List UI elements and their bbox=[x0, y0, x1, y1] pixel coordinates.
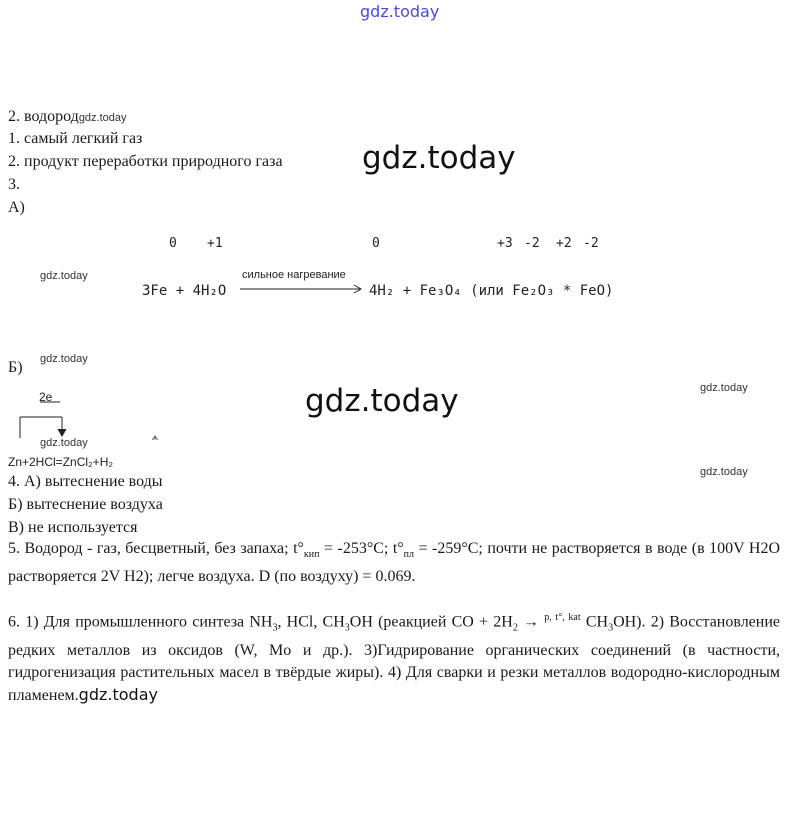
item-5-text: 5. Водород - газ, бесцветный, без запаха; t° bbox=[8, 540, 304, 557]
watermark-top: gdz.today bbox=[360, 2, 440, 21]
oxidation-state: +2 bbox=[556, 236, 572, 251]
line-item-4a: 4. А) вытеснение воды bbox=[8, 473, 163, 490]
line-lightest-gas: 1. самый легкий газ bbox=[8, 130, 143, 147]
item-6-text: OH (реакцией CO + 2H bbox=[349, 613, 513, 631]
reaction-condition: сильное нагревание bbox=[242, 269, 346, 281]
watermark-big: gdz.today bbox=[362, 140, 516, 176]
item-5-text: = -259°С; почти не растворяется в воде (в 100V H2O растворяется 2V H2); легче воздуха. D (по воздуху) = 0.069. bbox=[8, 540, 781, 586]
watermark-big: gdz.today bbox=[305, 383, 459, 419]
paragraph-item-6 bbox=[8, 607, 780, 707]
subscript: 3 bbox=[344, 622, 350, 634]
boiling-subscript: кип bbox=[303, 549, 320, 561]
electron-count: 2e bbox=[39, 390, 53, 404]
item-6-text: 6. 1) Для промышленного синтеза NH bbox=[8, 613, 273, 631]
subscript: 3 bbox=[272, 622, 278, 634]
equation-a-right: 4H₂ + Fe₃O₄ (или Fe₂O₃ * FeO) bbox=[369, 283, 614, 299]
oxidation-state: -2 bbox=[583, 236, 599, 251]
subscript: 2 bbox=[512, 622, 518, 634]
line-item-4b: Б) вытеснение воздуха bbox=[8, 496, 163, 513]
item-6-text: → bbox=[517, 613, 545, 631]
line-item-3: 3. bbox=[8, 176, 20, 193]
watermark-small: gdz.today bbox=[78, 112, 127, 124]
reaction-condition-sup: p, t°, kat bbox=[544, 612, 581, 623]
equation-a-left: 3Fe + 4H₂O bbox=[142, 283, 227, 299]
line-hydrogen bbox=[8, 106, 127, 129]
oxidation-state: +3 bbox=[497, 236, 513, 251]
paragraph-item-5 bbox=[8, 538, 780, 588]
oxidation-state: -2 bbox=[524, 236, 540, 251]
line-item-4c: В) не используется bbox=[8, 519, 138, 536]
item-6-text: , HCl, CH bbox=[277, 613, 345, 631]
item-6-text: OH). 2) Восстановление редких металлов из оксидов (W, Mo и др.). 3)Гидрирование органических соединений (в частности, гидрогенизация растительных масел в твёрдые жиры). 4) Для сварки и резки металлов водородно-кислородным пламенем. bbox=[8, 613, 781, 704]
watermark-small: gdz.today bbox=[700, 466, 748, 478]
watermark-small: gdz.today bbox=[40, 437, 88, 449]
subscript: 3 bbox=[608, 622, 614, 634]
equation-b: Zn+2HCl=ZnCl₂+H₂ bbox=[8, 455, 114, 469]
oxidation-state: +1 bbox=[207, 236, 223, 251]
watermark-small: gdz.today bbox=[40, 270, 88, 282]
oxidation-state: 0 bbox=[169, 236, 177, 251]
line-a-label: А) bbox=[8, 199, 25, 216]
watermark-small: gdz.today bbox=[40, 353, 88, 365]
line-hydrogen-text: 2. водород bbox=[8, 108, 79, 125]
line-natural-gas: 2. продукт переработки природного газа bbox=[8, 153, 283, 170]
watermark-inline: gdz.today bbox=[78, 684, 158, 704]
oxidation-state: 0 bbox=[372, 236, 380, 251]
electron-transfer-arrows bbox=[18, 400, 168, 440]
reaction-arrow bbox=[239, 284, 365, 294]
item-5-text: = -253°С; t° bbox=[319, 540, 404, 557]
item-6-text: CH bbox=[580, 613, 609, 631]
melting-subscript: пл bbox=[403, 549, 415, 561]
watermark-small: gdz.today bbox=[700, 382, 748, 394]
line-b-label: Б) bbox=[8, 359, 23, 376]
